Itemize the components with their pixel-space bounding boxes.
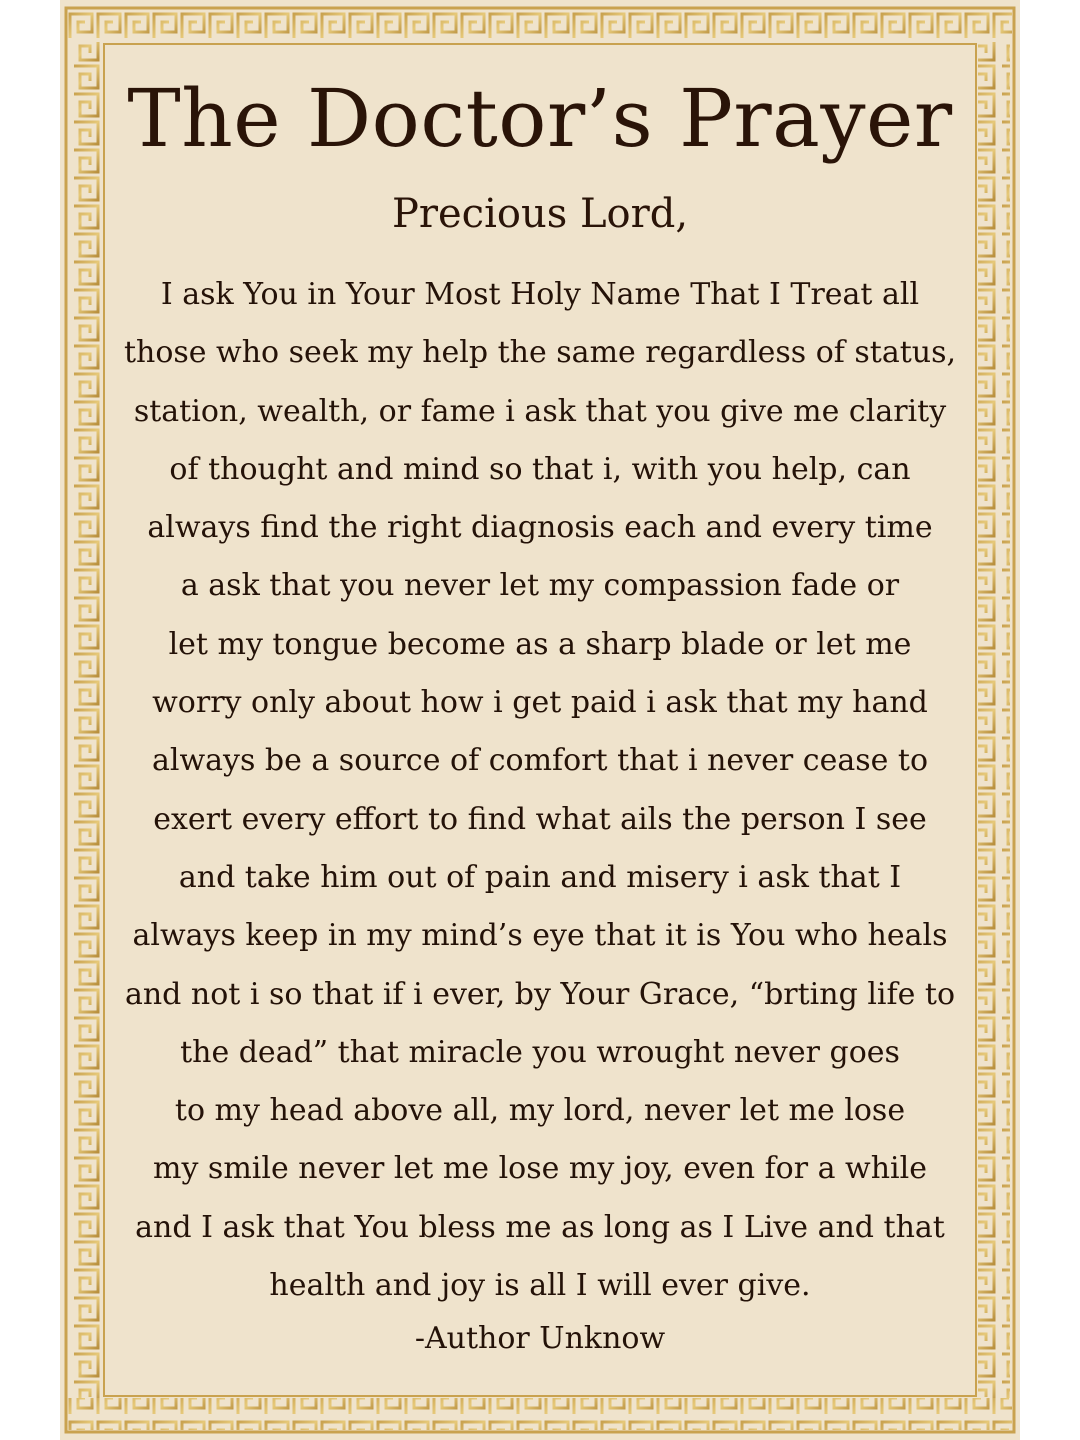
prayer-line: always find the right diagnosis each and every time (147, 510, 933, 546)
prayer-line: my smile never let me lose my joy, even for a while (153, 1151, 927, 1187)
prayer-card (60, 0, 1020, 1440)
prayer-line: and not i so that if i ever, by Your Grace, “brting life to (124, 976, 956, 1012)
prayer-line: of thought and mind so that i, with you help, can (169, 451, 911, 487)
prayer-line: and take him out of pain and misery i ask that I (178, 859, 902, 895)
prayer-line: the dead” that miracle you wrought never goes (180, 1034, 900, 1070)
prayer-line: I ask You in Your Most Holy Name That I Treat all (160, 277, 920, 312)
prayer-line: let my tongue become as a sharp blade or let me (168, 626, 912, 662)
prayer-line: health and joy is all I will ever give. (269, 1268, 811, 1304)
prayer-line: those who seek my help the same regardless of status, (123, 335, 957, 371)
salutation: Precious Lord, (391, 191, 689, 237)
prayer-line: exert every effort to find what ails the person I see (153, 801, 927, 837)
prayer-line: always be a source of comfort that i never cease to (151, 743, 929, 779)
prayer-line: always keep in my mind’s eye that it is You who heals (132, 918, 948, 954)
page-title: The Doctor’s Prayer (127, 72, 953, 165)
prayer-line: station, wealth, or fame i ask that you give me clarity (133, 393, 947, 429)
prayer-line: a ask that you never let my compassion fade or (180, 568, 900, 604)
prayer-line: to my head above all, my lord, never let me lose (174, 1093, 906, 1129)
author-attribution: -Author Unknow (414, 1321, 666, 1356)
prayer-line: and I ask that You bless me as long as I Live and that (135, 1209, 945, 1245)
prayer-body (108, 266, 972, 1315)
prayer-content (108, 48, 972, 1388)
prayer-line: worry only about how i get paid i ask that my hand (152, 685, 928, 721)
